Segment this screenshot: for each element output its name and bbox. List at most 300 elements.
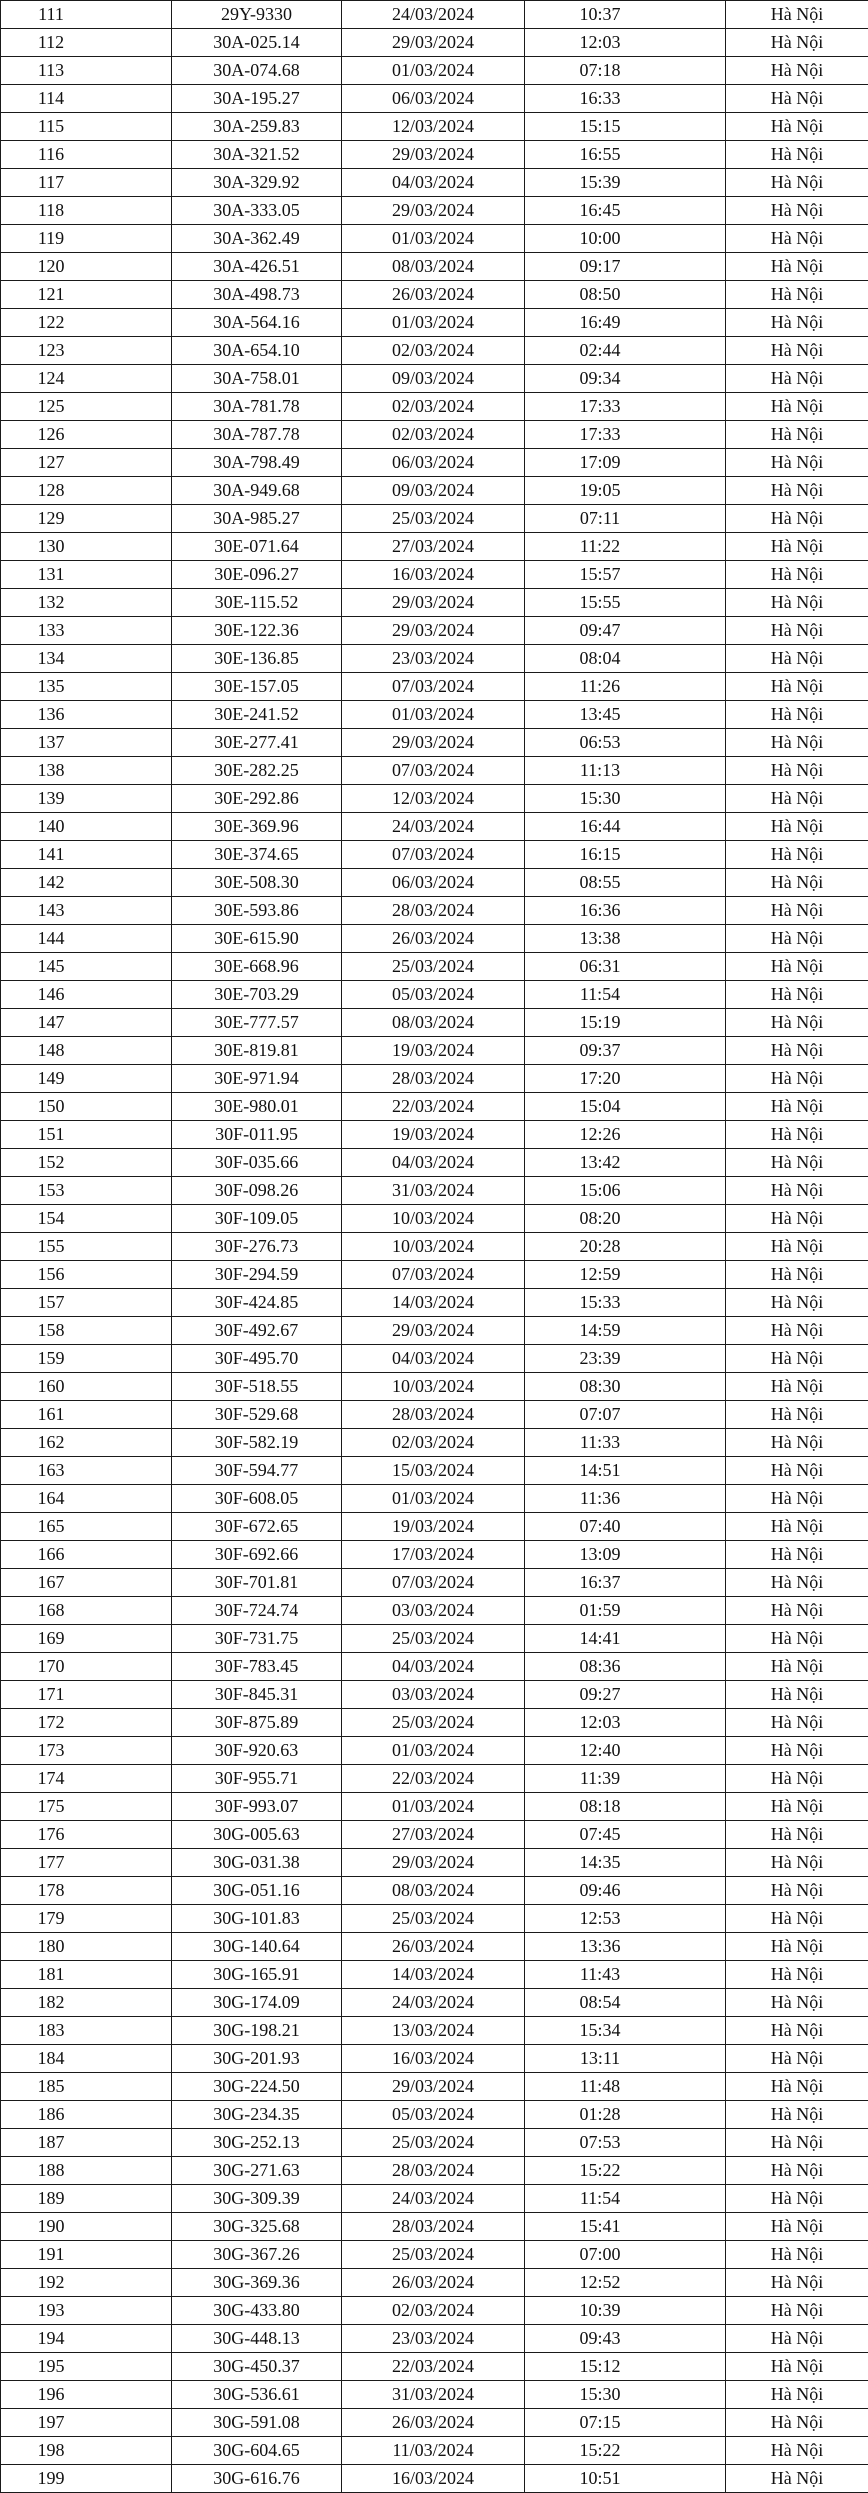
time-cell: 15:30 (525, 785, 726, 813)
table-row (1, 113, 868, 141)
time-cell: 13:38 (525, 925, 726, 953)
license-plate-cell: 30A-781.78 (172, 393, 342, 421)
license-plate-cell: 30G-604.65 (172, 2437, 342, 2465)
time-cell: 07:00 (525, 2241, 726, 2269)
table-row (1, 365, 868, 393)
location-cell: Hà Nội (726, 477, 868, 505)
table-row (1, 141, 868, 169)
date-cell: 02/03/2024 (342, 421, 525, 449)
license-plate-cell: 30G-309.39 (172, 2185, 342, 2213)
time-cell: 07:40 (525, 1513, 726, 1541)
time-cell: 01:59 (525, 1597, 726, 1625)
table-row (1, 2157, 868, 2185)
table-row (1, 1793, 868, 1821)
license-plate-cell: 30A-949.68 (172, 477, 342, 505)
license-plate-cell: 30F-724.74 (172, 1597, 342, 1625)
date-cell: 02/03/2024 (342, 2297, 525, 2325)
location-cell: Hà Nội (726, 645, 868, 673)
date-cell: 24/03/2024 (342, 1, 525, 29)
license-plate-cell: 30G-433.80 (172, 2297, 342, 2325)
time-cell: 15:55 (525, 589, 726, 617)
location-cell: Hà Nội (726, 1177, 868, 1205)
date-cell: 02/03/2024 (342, 1429, 525, 1457)
time-cell: 11:54 (525, 981, 726, 1009)
location-cell: Hà Nội (726, 673, 868, 701)
row-number-cell: 189 (1, 2185, 172, 2213)
license-plate-cell: 30E-136.85 (172, 645, 342, 673)
license-plate-cell: 30A-564.16 (172, 309, 342, 337)
license-plate-cell: 30A-259.83 (172, 113, 342, 141)
time-cell: 07:53 (525, 2129, 726, 2157)
location-cell: Hà Nội (726, 1597, 868, 1625)
license-plate-cell: 30F-731.75 (172, 1625, 342, 1653)
license-plate-cell: 30G-051.16 (172, 1877, 342, 1905)
date-cell: 02/03/2024 (342, 337, 525, 365)
location-cell: Hà Nội (726, 1121, 868, 1149)
table-row (1, 2325, 868, 2353)
license-plate-cell: 30G-234.35 (172, 2101, 342, 2129)
date-cell: 26/03/2024 (342, 2409, 525, 2437)
time-cell: 17:33 (525, 421, 726, 449)
table-row (1, 617, 868, 645)
table-row (1, 1205, 868, 1233)
table-row (1, 1905, 868, 1933)
license-plate-cell: 30A-074.68 (172, 57, 342, 85)
license-plate-cell: 30G-325.68 (172, 2213, 342, 2241)
table-row (1, 197, 868, 225)
row-number-cell: 138 (1, 757, 172, 785)
row-number-cell: 166 (1, 1541, 172, 1569)
table-row (1, 2297, 868, 2325)
time-cell: 09:43 (525, 2325, 726, 2353)
table-row (1, 309, 868, 337)
license-plate-cell: 30G-031.38 (172, 1849, 342, 1877)
date-cell: 14/03/2024 (342, 1961, 525, 1989)
location-cell: Hà Nội (726, 141, 868, 169)
date-cell: 03/03/2024 (342, 1681, 525, 1709)
row-number-cell: 121 (1, 281, 172, 309)
table-row (1, 2073, 868, 2101)
table-row (1, 337, 868, 365)
date-cell: 11/03/2024 (342, 2437, 525, 2465)
location-cell: Hà Nội (726, 309, 868, 337)
location-cell: Hà Nội (726, 85, 868, 113)
time-cell: 09:46 (525, 1877, 726, 1905)
location-cell: Hà Nội (726, 1877, 868, 1905)
license-plate-cell: 30E-157.05 (172, 673, 342, 701)
time-cell: 15:22 (525, 2157, 726, 2185)
location-cell: Hà Nội (726, 1905, 868, 1933)
license-plate-cell: 30A-195.27 (172, 85, 342, 113)
date-cell: 01/03/2024 (342, 309, 525, 337)
time-cell: 20:28 (525, 1233, 726, 1261)
table-row (1, 1037, 868, 1065)
location-cell: Hà Nội (726, 2465, 868, 2493)
location-cell: Hà Nội (726, 1961, 868, 1989)
table-row (1, 1429, 868, 1457)
row-number-cell: 122 (1, 309, 172, 337)
time-cell: 15:12 (525, 2353, 726, 2381)
table-row (1, 2437, 868, 2465)
table-row (1, 1009, 868, 1037)
license-plate-cell: 30E-971.94 (172, 1065, 342, 1093)
row-number-cell: 156 (1, 1261, 172, 1289)
row-number-cell: 168 (1, 1597, 172, 1625)
row-number-cell: 124 (1, 365, 172, 393)
table-row (1, 1681, 868, 1709)
date-cell: 25/03/2024 (342, 1905, 525, 1933)
row-number-cell: 181 (1, 1961, 172, 1989)
table-row (1, 225, 868, 253)
row-number-cell: 136 (1, 701, 172, 729)
time-cell: 07:18 (525, 57, 726, 85)
license-plate-cell: 30F-529.68 (172, 1401, 342, 1429)
location-cell: Hà Nội (726, 869, 868, 897)
row-number-cell: 150 (1, 1093, 172, 1121)
row-number-cell: 198 (1, 2437, 172, 2465)
location-cell: Hà Nội (726, 225, 868, 253)
location-cell: Hà Nội (726, 2185, 868, 2213)
row-number-cell: 196 (1, 2381, 172, 2409)
table-row (1, 1597, 868, 1625)
table-row (1, 1513, 868, 1541)
row-number-cell: 184 (1, 2045, 172, 2073)
row-number-cell: 143 (1, 897, 172, 925)
date-cell: 22/03/2024 (342, 1093, 525, 1121)
row-number-cell: 190 (1, 2213, 172, 2241)
location-cell: Hà Nội (726, 1541, 868, 1569)
license-plate-cell: 30A-654.10 (172, 337, 342, 365)
location-cell: Hà Nội (726, 729, 868, 757)
location-cell: Hà Nội (726, 1737, 868, 1765)
license-plate-cell: 30A-758.01 (172, 365, 342, 393)
row-number-cell: 144 (1, 925, 172, 953)
location-cell: Hà Nội (726, 2157, 868, 2185)
table-row (1, 1345, 868, 1373)
location-cell: Hà Nội (726, 1401, 868, 1429)
table-row (1, 2381, 868, 2409)
time-cell: 12:53 (525, 1905, 726, 1933)
row-number-cell: 145 (1, 953, 172, 981)
location-cell: Hà Nội (726, 1233, 868, 1261)
row-number-cell: 179 (1, 1905, 172, 1933)
license-plate-cell: 30A-362.49 (172, 225, 342, 253)
row-number-cell: 135 (1, 673, 172, 701)
table-row (1, 561, 868, 589)
date-cell: 02/03/2024 (342, 393, 525, 421)
table-row (1, 2017, 868, 2045)
license-plate-cell: 30A-985.27 (172, 505, 342, 533)
table-row (1, 925, 868, 953)
date-cell: 28/03/2024 (342, 2157, 525, 2185)
row-number-cell: 194 (1, 2325, 172, 2353)
table-row (1, 2213, 868, 2241)
row-number-cell: 127 (1, 449, 172, 477)
license-plate-cell: 30E-282.25 (172, 757, 342, 785)
location-cell: Hà Nội (726, 29, 868, 57)
time-cell: 15:33 (525, 1289, 726, 1317)
license-plate-cell: 30F-424.85 (172, 1289, 342, 1317)
table-row (1, 1149, 868, 1177)
location-cell: Hà Nội (726, 393, 868, 421)
table-row (1, 1457, 868, 1485)
table-body (1, 1, 868, 2493)
date-cell: 25/03/2024 (342, 1709, 525, 1737)
license-plate-cell: 30F-495.70 (172, 1345, 342, 1373)
license-plate-cell: 30G-165.91 (172, 1961, 342, 1989)
location-cell: Hà Nội (726, 1345, 868, 1373)
row-number-cell: 123 (1, 337, 172, 365)
location-cell: Hà Nội (726, 2437, 868, 2465)
location-cell: Hà Nội (726, 1289, 868, 1317)
location-cell: Hà Nội (726, 2213, 868, 2241)
table-row (1, 1401, 868, 1429)
row-number-cell: 193 (1, 2297, 172, 2325)
license-plate-cell: 30A-025.14 (172, 29, 342, 57)
row-number-cell: 152 (1, 1149, 172, 1177)
location-cell: Hà Nội (726, 1569, 868, 1597)
date-cell: 07/03/2024 (342, 1569, 525, 1597)
table-row (1, 1541, 868, 1569)
license-plate-cell: 30E-777.57 (172, 1009, 342, 1037)
time-cell: 14:51 (525, 1457, 726, 1485)
row-number-cell: 128 (1, 477, 172, 505)
date-cell: 08/03/2024 (342, 1877, 525, 1905)
time-cell: 15:22 (525, 2437, 726, 2465)
location-cell: Hà Nội (726, 925, 868, 953)
location-cell: Hà Nội (726, 701, 868, 729)
date-cell: 31/03/2024 (342, 2381, 525, 2409)
row-number-cell: 112 (1, 29, 172, 57)
time-cell: 08:55 (525, 869, 726, 897)
date-cell: 07/03/2024 (342, 1261, 525, 1289)
time-cell: 16:33 (525, 85, 726, 113)
time-cell: 12:03 (525, 1709, 726, 1737)
row-number-cell: 125 (1, 393, 172, 421)
time-cell: 08:30 (525, 1373, 726, 1401)
date-cell: 25/03/2024 (342, 1625, 525, 1653)
license-plate-cell: 30E-241.52 (172, 701, 342, 729)
time-cell: 07:11 (525, 505, 726, 533)
time-cell: 23:39 (525, 1345, 726, 1373)
location-cell: Hà Nội (726, 253, 868, 281)
row-number-cell: 170 (1, 1653, 172, 1681)
table-row (1, 813, 868, 841)
table-row (1, 673, 868, 701)
row-number-cell: 131 (1, 561, 172, 589)
date-cell: 29/03/2024 (342, 1849, 525, 1877)
table-row (1, 1765, 868, 1793)
time-cell: 15:57 (525, 561, 726, 589)
row-number-cell: 187 (1, 2129, 172, 2157)
location-cell: Hà Nội (726, 1681, 868, 1709)
row-number-cell: 172 (1, 1709, 172, 1737)
license-plate-cell: 30G-591.08 (172, 2409, 342, 2437)
date-cell: 29/03/2024 (342, 2073, 525, 2101)
time-cell: 11:39 (525, 1765, 726, 1793)
license-plate-cell: 30F-672.65 (172, 1513, 342, 1541)
license-plate-cell: 30E-122.36 (172, 617, 342, 645)
date-cell: 19/03/2024 (342, 1037, 525, 1065)
table-row (1, 785, 868, 813)
time-cell: 10:37 (525, 1, 726, 29)
location-cell: Hà Nội (726, 1793, 868, 1821)
location-cell: Hà Nội (726, 281, 868, 309)
table-row (1, 281, 868, 309)
row-number-cell: 171 (1, 1681, 172, 1709)
table-row (1, 1933, 868, 1961)
table-row (1, 2129, 868, 2157)
table-row (1, 1261, 868, 1289)
table-row (1, 869, 868, 897)
time-cell: 12:26 (525, 1121, 726, 1149)
time-cell: 19:05 (525, 477, 726, 505)
date-cell: 05/03/2024 (342, 2101, 525, 2129)
date-cell: 06/03/2024 (342, 449, 525, 477)
date-cell: 24/03/2024 (342, 813, 525, 841)
row-number-cell: 176 (1, 1821, 172, 1849)
table-row (1, 2353, 868, 2381)
date-cell: 04/03/2024 (342, 1653, 525, 1681)
license-plate-cell: 30G-271.63 (172, 2157, 342, 2185)
location-cell: Hà Nội (726, 561, 868, 589)
row-number-cell: 157 (1, 1289, 172, 1317)
license-plate-cell: 30F-993.07 (172, 1793, 342, 1821)
time-cell: 15:04 (525, 1093, 726, 1121)
license-plate-cell: 30A-321.52 (172, 141, 342, 169)
row-number-cell: 180 (1, 1933, 172, 1961)
date-cell: 03/03/2024 (342, 1597, 525, 1625)
time-cell: 11:22 (525, 533, 726, 561)
date-cell: 29/03/2024 (342, 1317, 525, 1345)
date-cell: 24/03/2024 (342, 2185, 525, 2213)
row-number-cell: 147 (1, 1009, 172, 1037)
license-plate-cell: 30F-875.89 (172, 1709, 342, 1737)
row-number-cell: 141 (1, 841, 172, 869)
date-cell: 04/03/2024 (342, 169, 525, 197)
table-row (1, 1821, 868, 1849)
location-cell: Hà Nội (726, 1261, 868, 1289)
license-plate-cell: 30F-608.05 (172, 1485, 342, 1513)
row-number-cell: 199 (1, 2465, 172, 2493)
time-cell: 09:34 (525, 365, 726, 393)
row-number-cell: 160 (1, 1373, 172, 1401)
license-plate-cell: 30E-668.96 (172, 953, 342, 981)
license-plate-cell: 30E-071.64 (172, 533, 342, 561)
license-plate-cell: 30E-980.01 (172, 1093, 342, 1121)
row-number-cell: 154 (1, 1205, 172, 1233)
license-plate-cell: 30F-294.59 (172, 1261, 342, 1289)
time-cell: 08:04 (525, 645, 726, 673)
table-row (1, 2185, 868, 2213)
location-cell: Hà Nội (726, 1625, 868, 1653)
date-cell: 01/03/2024 (342, 1737, 525, 1765)
row-number-cell: 183 (1, 2017, 172, 2045)
date-cell: 23/03/2024 (342, 2325, 525, 2353)
date-cell: 22/03/2024 (342, 2353, 525, 2381)
table-row (1, 2101, 868, 2129)
license-plate-cell: 30A-333.05 (172, 197, 342, 225)
license-plate-cell: 30A-329.92 (172, 169, 342, 197)
table-row (1, 953, 868, 981)
time-cell: 16:49 (525, 309, 726, 337)
location-cell: Hà Nội (726, 1009, 868, 1037)
location-cell: Hà Nội (726, 2073, 868, 2101)
table-row (1, 1653, 868, 1681)
time-cell: 15:19 (525, 1009, 726, 1037)
row-number-cell: 164 (1, 1485, 172, 1513)
location-cell: Hà Nội (726, 1485, 868, 1513)
license-plate-cell: 30G-448.13 (172, 2325, 342, 2353)
license-plate-cell: 30F-109.05 (172, 1205, 342, 1233)
time-cell: 15:34 (525, 2017, 726, 2045)
row-number-cell: 146 (1, 981, 172, 1009)
license-plate-cell: 30F-594.77 (172, 1457, 342, 1485)
row-number-cell: 129 (1, 505, 172, 533)
table-row (1, 2269, 868, 2297)
location-cell: Hà Nội (726, 2381, 868, 2409)
time-cell: 08:20 (525, 1205, 726, 1233)
table-row (1, 2409, 868, 2437)
license-plate-cell: 30E-615.90 (172, 925, 342, 953)
license-plate-cell: 30F-035.66 (172, 1149, 342, 1177)
time-cell: 16:15 (525, 841, 726, 869)
license-plate-cell: 30F-845.31 (172, 1681, 342, 1709)
license-plate-cell: 30E-593.86 (172, 897, 342, 925)
time-cell: 15:30 (525, 2381, 726, 2409)
time-cell: 16:55 (525, 141, 726, 169)
row-number-cell: 177 (1, 1849, 172, 1877)
date-cell: 12/03/2024 (342, 113, 525, 141)
location-cell: Hà Nội (726, 617, 868, 645)
date-cell: 01/03/2024 (342, 701, 525, 729)
row-number-cell: 161 (1, 1401, 172, 1429)
date-cell: 26/03/2024 (342, 2269, 525, 2297)
date-cell: 01/03/2024 (342, 225, 525, 253)
location-cell: Hà Nội (726, 1457, 868, 1485)
date-cell: 28/03/2024 (342, 2213, 525, 2241)
license-plate-cell: 30G-450.37 (172, 2353, 342, 2381)
table-row (1, 1233, 868, 1261)
date-cell: 10/03/2024 (342, 1233, 525, 1261)
date-cell: 29/03/2024 (342, 617, 525, 645)
date-cell: 29/03/2024 (342, 197, 525, 225)
license-plate-cell: 30G-252.13 (172, 2129, 342, 2157)
license-plate-cell: 30F-098.26 (172, 1177, 342, 1205)
location-cell: Hà Nội (726, 1093, 868, 1121)
location-cell: Hà Nội (726, 1205, 868, 1233)
date-cell: 27/03/2024 (342, 1821, 525, 1849)
license-plate-cell: 30F-276.73 (172, 1233, 342, 1261)
table-row (1, 533, 868, 561)
table-row (1, 1737, 868, 1765)
license-plate-cell: 30G-536.61 (172, 2381, 342, 2409)
time-cell: 10:39 (525, 2297, 726, 2325)
row-number-cell: 169 (1, 1625, 172, 1653)
date-cell: 23/03/2024 (342, 645, 525, 673)
date-cell: 29/03/2024 (342, 29, 525, 57)
date-cell: 26/03/2024 (342, 925, 525, 953)
date-cell: 01/03/2024 (342, 1793, 525, 1821)
location-cell: Hà Nội (726, 785, 868, 813)
row-number-cell: 175 (1, 1793, 172, 1821)
row-number-cell: 126 (1, 421, 172, 449)
row-number-cell: 159 (1, 1345, 172, 1373)
location-cell: Hà Nội (726, 2409, 868, 2437)
table-row (1, 1877, 868, 1905)
table-row (1, 29, 868, 57)
table-row (1, 393, 868, 421)
